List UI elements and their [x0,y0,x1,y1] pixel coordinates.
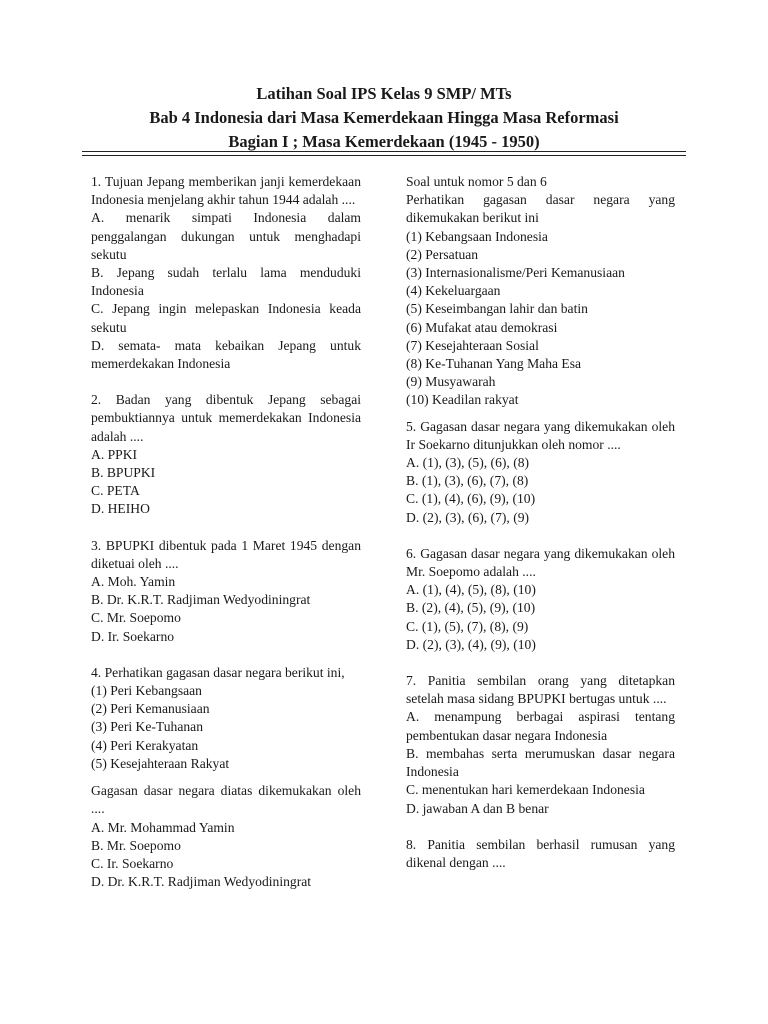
question-1-option-d: D. semata- mata kebaikan Jepang untuk memerdekakan Indonesia [91,337,361,372]
question-5-option-a: A. (1), (3), (5), (6), (8) [406,455,530,471]
question-3-option-b: B. Dr. K.R.T. Radjiman Wedyodiningrat [91,592,311,608]
question-1-option-b: B. Jepang sudah terlalu lama menduduki Indonesia [91,265,361,299]
question-2-option-c: C. PETA [91,483,140,499]
question-4-stem: 4. Perhatikan gagasan dasar negara berikut ini, [91,664,345,680]
question-1 [91,173,361,373]
question-8-stem: 8. Panitia sembilan berhasil rumusan yang dikenal dengan .... [406,836,675,870]
question-3-option-c: C. Mr. Soepomo [91,610,181,626]
left-column [91,173,361,909]
question-5-option-d: D. (2), (3), (6), (7), (9) [406,509,530,525]
question-8 [406,836,675,872]
questions-5-6-context [406,173,675,410]
question-6-option-a: A. (1), (4), (5), (8), (10) [406,582,536,598]
context-item-10: (10) Keadilan rakyat [406,392,519,408]
question-6-option-b: B. (2), (4), (5), (9), (10) [406,600,536,616]
header-rule-thin [82,155,686,156]
question-6-option-d: D. (2), (3), (4), (9), (10) [406,636,536,652]
header-rule-thick [82,151,686,152]
question-7-option-c: C. menentukan hari kemerdekaan Indonesia [406,782,645,798]
question-4-option-b: B. Mr. Soepomo [91,837,181,853]
question-7-stem: 7. Panitia sembilan orang yang ditetapkan setelah masa sidang BPUPKI bertugas untuk .... [406,673,675,707]
title-line-2: Bab 4 Indonesia dari Masa Kemerdekaan Hingga Masa Reformasi [149,108,619,127]
question-4-option-c: C. Ir. Soekarno [91,855,174,871]
question-4-option-a: A. Mr. Mohammad Yamin [91,819,235,835]
question-2-option-b: B. BPUPKI [91,465,156,481]
question-4-item-1: (1) Peri Kebangsaan [91,683,202,699]
document-header [0,82,768,154]
right-column [406,173,675,890]
question-4-item-5: (5) Kesejahteraan Rakyat [91,755,230,771]
context-title: Soal untuk nomor 5 dan 6 [406,174,547,189]
question-5 [406,418,675,527]
question-3-stem: 3. BPUPKI dibentuk pada 1 Maret 1945 dengan diketuai oleh .... [91,537,361,571]
question-7-option-b: B. membahas serta merumuskan dasar negara Indonesia [406,745,675,780]
context-lead: Perhatikan gagasan dasar negara yang dikemukakan berikut ini [406,192,675,226]
context-item-9: (9) Musyawarah [406,374,496,390]
context-item-8: (8) Ke-Tuhanan Yang Maha Esa [406,356,582,372]
question-2-option-a: A. PPKI [91,446,138,462]
question-6-option-c: C. (1), (5), (7), (8), (9) [406,618,529,634]
question-6 [406,545,675,654]
context-item-7: (7) Kesejahteraan Sosial [406,337,539,353]
question-7-option-d: D. jawaban A dan B benar [406,800,549,816]
question-2 [91,391,361,518]
question-1-option-c: C. Jepang ingin melepaskan Indonesia keada sekutu [91,301,361,335]
question-3-option-d: D. Ir. Soekarno [91,628,175,644]
question-5-option-c: C. (1), (4), (6), (9), (10) [406,491,536,507]
context-item-5: (5) Keseimbangan lahir dan batin [406,301,588,317]
context-item-3: (3) Internasionalisme/Peri Kemanusiaan [406,265,625,281]
context-item-2: (2) Persatuan [406,246,479,262]
context-item-1: (1) Kebangsaan Indonesia [406,228,548,244]
question-3 [91,537,361,646]
question-1-stem: 1. Tujuan Jepang memberikan janji kemerdekaan Indonesia menjelang akhir tahun 1944 adalah .... [91,174,361,208]
question-5-stem: 5. Gagasan dasar negara yang dikemukakan oleh Ir Soekarno ditunjukkan oleh nomor .... [406,418,675,452]
question-4-option-d: D. Dr. K.R.T. Radjiman Wedyodiningrat [91,874,312,890]
context-item-4: (4) Kekeluargaan [406,283,501,299]
question-2-stem: 2. Badan yang dibentuk Jepang sebagai pembuktiannya untuk memerdekakan Indonesia adalah .... [91,392,361,444]
question-4-item-4: (4) Peri Kerakyatan [91,737,199,753]
title-line-3: Bagian I ; Masa Kemerdekaan (1945 - 1950) [228,132,540,151]
question-1-option-a: A. menarik simpati Indonesia dalam penggalangan dukungan untuk menghadapi sekutu [91,210,361,262]
question-4 [91,664,361,891]
question-6-stem: 6. Gagasan dasar negara yang dikemukakan oleh Mr. Soepomo adalah .... [406,545,675,580]
question-7 [406,672,675,818]
question-4-item-3: (3) Peri Ke-Tuhanan [91,719,204,735]
question-5-option-b: B. (1), (3), (6), (7), (8) [406,473,529,489]
question-4-item-2: (2) Peri Kemanusiaan [91,701,210,717]
question-2-option-d: D. HEIHO [91,501,150,517]
title-line-1: Latihan Soal IPS Kelas 9 SMP/ MTs [256,84,512,103]
question-3-option-a: A. Moh. Yamin [91,574,176,590]
question-4-prompt: Gagasan dasar negara diatas dikemukakan oleh .... [91,783,361,817]
context-item-6: (6) Mufakat atau demokrasi [406,319,558,335]
question-7-option-a: A. menampung berbagai aspirasi tentang pembentukan dasar negara Indonesia [406,709,675,743]
